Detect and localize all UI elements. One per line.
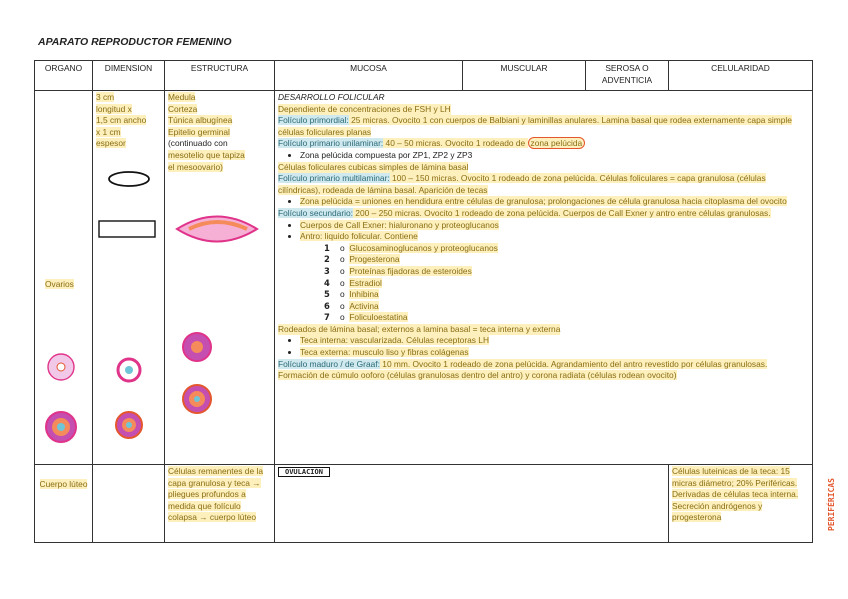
cell-dimension-ovarios xyxy=(93,91,165,465)
list-item xyxy=(300,347,809,359)
organ-cuerpo-luteo: Cuerpo lúteo xyxy=(39,479,88,489)
item-number: 4 xyxy=(324,277,330,288)
folliculo-unilaminar xyxy=(278,138,809,150)
header-row xyxy=(35,61,813,91)
list-item: 4 o Estradiol xyxy=(324,277,382,288)
list-item-text: Cuerpos de Call Exner: hialuronano y proteoglucanos xyxy=(300,219,499,230)
header-muscular: MUSCULAR xyxy=(463,61,586,91)
list-item-text: Teca interna: vascularizada. Células receptoras LH xyxy=(300,335,489,346)
graaf-label: Folículo maduro / de Graaf: xyxy=(278,358,380,369)
list-item-text: Zona pelúcida = uniones en hendidura entre células de granulosa; prolongaciones de célula granulosa hacia citoplasma del ovocito xyxy=(300,196,787,207)
dim-line: 1,5 cm ancho xyxy=(96,115,147,126)
celularidad-text: Células luteinicas de la teca: 15 micras diámetro; 20% Periféricas. Derivadas de células teca interna. Secreción andrógenos y progesterona xyxy=(672,466,799,523)
struct-line: Túnica albugínea xyxy=(168,115,233,126)
list-item xyxy=(300,335,809,347)
header-estructura: ESTRUCTURA xyxy=(165,61,275,91)
struct-line: (continuado con xyxy=(168,138,228,149)
organ-ovarios: Ovarios xyxy=(45,279,74,289)
item-number: 2 xyxy=(324,254,330,265)
list-item xyxy=(300,220,809,232)
cell-organo-cuerpo-luteo xyxy=(35,465,93,543)
side-note-perifericas: PERIFÉRICAS xyxy=(827,478,836,531)
struct-line: Corteza xyxy=(168,103,198,114)
unilaminar-label: Folículo primario unilaminar: xyxy=(278,138,384,149)
item-number: 7 xyxy=(324,312,330,323)
primordial-text: 25 micras. Ovocito 1 con cuerpos de Balbiani y laminillas anulares. Lamina basal que rodea externamente capa simple células foliculares planas xyxy=(278,115,792,137)
folliculo-multilaminar xyxy=(278,173,809,196)
list-item-text: Progesterona xyxy=(349,254,400,265)
item-number: 1 xyxy=(324,242,330,253)
item-number: 6 xyxy=(324,300,330,311)
primordial-label: Folículo primordial: xyxy=(278,115,349,126)
list-item-text: Glucosaminoglucanos y proteoglucanos xyxy=(349,242,498,253)
list-item-text: Teca externa: musculo liso y fibras colágenas xyxy=(300,347,469,358)
header-serosa: SEROSA O ADVENTICIA xyxy=(586,61,669,91)
zona-pelucida-circled: zona pelúcida xyxy=(528,137,586,149)
antro-contents xyxy=(278,243,809,324)
folliculo-graaf xyxy=(278,359,809,382)
list-item xyxy=(300,196,809,208)
teca-bullets xyxy=(278,335,809,358)
list-item-text: Proteínas fijadoras de esteroides xyxy=(349,265,472,276)
list-item xyxy=(300,231,809,243)
list-item-text: Foliculoestatina xyxy=(349,312,408,323)
ovary-sketch xyxy=(33,341,93,461)
mucosa-dependency: Dependiente de concentraciones de FSH y LH xyxy=(278,103,451,114)
secundario-label: Folículo secundario: xyxy=(278,207,353,218)
list-item-text: Inhibina xyxy=(349,289,379,300)
cuerpo-luteo-estructura: Células remanentes de la capa granulosa y teca → pliegues profundos a medida que folículo colapsa → cuerpo lúteo xyxy=(168,466,263,523)
struct-line: Epitelio germinal xyxy=(168,126,230,137)
item-number: 5 xyxy=(324,289,330,300)
list-item: • Zona pelúcida compuesta por ZP1, ZP2 y ZP3 xyxy=(300,150,809,162)
list-item-text: Antro: liquido folicular. Contiene xyxy=(300,231,418,242)
cell-celularidad-cuerpo-luteo xyxy=(669,465,813,543)
multilaminar-label: Folículo primario multilaminar: xyxy=(278,173,390,184)
dim-line: espesor xyxy=(96,138,126,149)
item-number: 3 xyxy=(324,265,330,276)
graaf-text: 10 mm. Ovocito 1 rodeado de zona pelúcida. Agrandamiento del antro revestido por células granulosas. Formación de cúmulo ooforo (células granulosas dentro del antro) y corona radiata (células rodean ovocito) xyxy=(278,358,768,381)
secundario-text: 200 – 250 micras. Ovocito 1 rodeado de zona pelúcida. Cuerpos de Call Exner y antro entre células granulosas. xyxy=(352,207,771,218)
rodeados-line: Rodeados de lámina basal; externos a lamina basal = teca interna y externa xyxy=(278,323,561,334)
row-ovarios xyxy=(35,91,813,465)
secundario-bullets xyxy=(278,220,809,243)
list-item: 7 o Foliculoestatina xyxy=(324,312,408,323)
list-item: 5 o Inhibina xyxy=(324,289,379,300)
row-cuerpo-luteo xyxy=(35,465,813,543)
struct-line: el mesoovario) xyxy=(168,161,223,172)
struct-line: Medula xyxy=(168,92,196,102)
page-title: APARATO REPRODUCTOR FEMENINO xyxy=(38,36,232,48)
cell-estructura-ovarios xyxy=(165,91,275,465)
cell-estructura-cuerpo-luteo xyxy=(165,465,275,543)
mucosa-heading: DESARROLLO FOLICULAR xyxy=(278,92,385,102)
cortex-sketch xyxy=(167,199,271,419)
cell-mucosa-ovarios xyxy=(275,91,813,465)
folliculo-primordial xyxy=(278,115,809,138)
list-item: 1 o Glucosaminoglucanos y proteoglucanos xyxy=(324,242,498,253)
list-item: 3 o Proteínas fijadoras de esteroides xyxy=(324,265,472,276)
list-item-text: Estradiol xyxy=(349,277,382,288)
folliculo-secundario xyxy=(278,208,809,220)
cell-dimension-cuerpo-luteo xyxy=(93,465,165,543)
header-dimension: DIMENSION xyxy=(93,61,165,91)
list-item: 2 o Progesterona xyxy=(324,254,400,265)
dim-line: 3 cm xyxy=(96,92,115,102)
struct-line: mesotelio que tapiza xyxy=(168,149,245,160)
cubicas-line: Células foliculares cubicas simples de lámina basal xyxy=(278,161,469,172)
header-organo: ORGANO xyxy=(35,61,93,91)
unilaminar-bullets xyxy=(278,150,809,162)
list-item: 6 o Activina xyxy=(324,300,379,311)
cell-organo-ovarios xyxy=(35,91,93,465)
unilaminar-text: 40 – 50 micras. Ovocito 1 rodeado de xyxy=(383,138,528,149)
ovary-dimension-sketch xyxy=(95,165,161,465)
dim-line: x 1 cm xyxy=(96,126,121,137)
multilaminar-text: 100 – 150 micras. Ovocito 1 rodeado de zona pelúcida. Células foliculares = capa granulosa (células cilíndricas), rodeada de lámina basal. Aparición de tecas xyxy=(278,173,766,195)
list-item-text: Activina xyxy=(349,300,379,311)
header-mucosa: MUCOSA xyxy=(275,61,463,91)
cell-mucosa-cuerpo-luteo xyxy=(275,465,669,543)
dim-line: longitud x xyxy=(96,103,132,114)
multilaminar-bullets xyxy=(278,196,809,208)
header-celularidad: CELULARIDAD xyxy=(669,61,813,91)
histology-table xyxy=(34,60,813,543)
ovulacion-box: OVULACIÓN xyxy=(278,467,330,477)
